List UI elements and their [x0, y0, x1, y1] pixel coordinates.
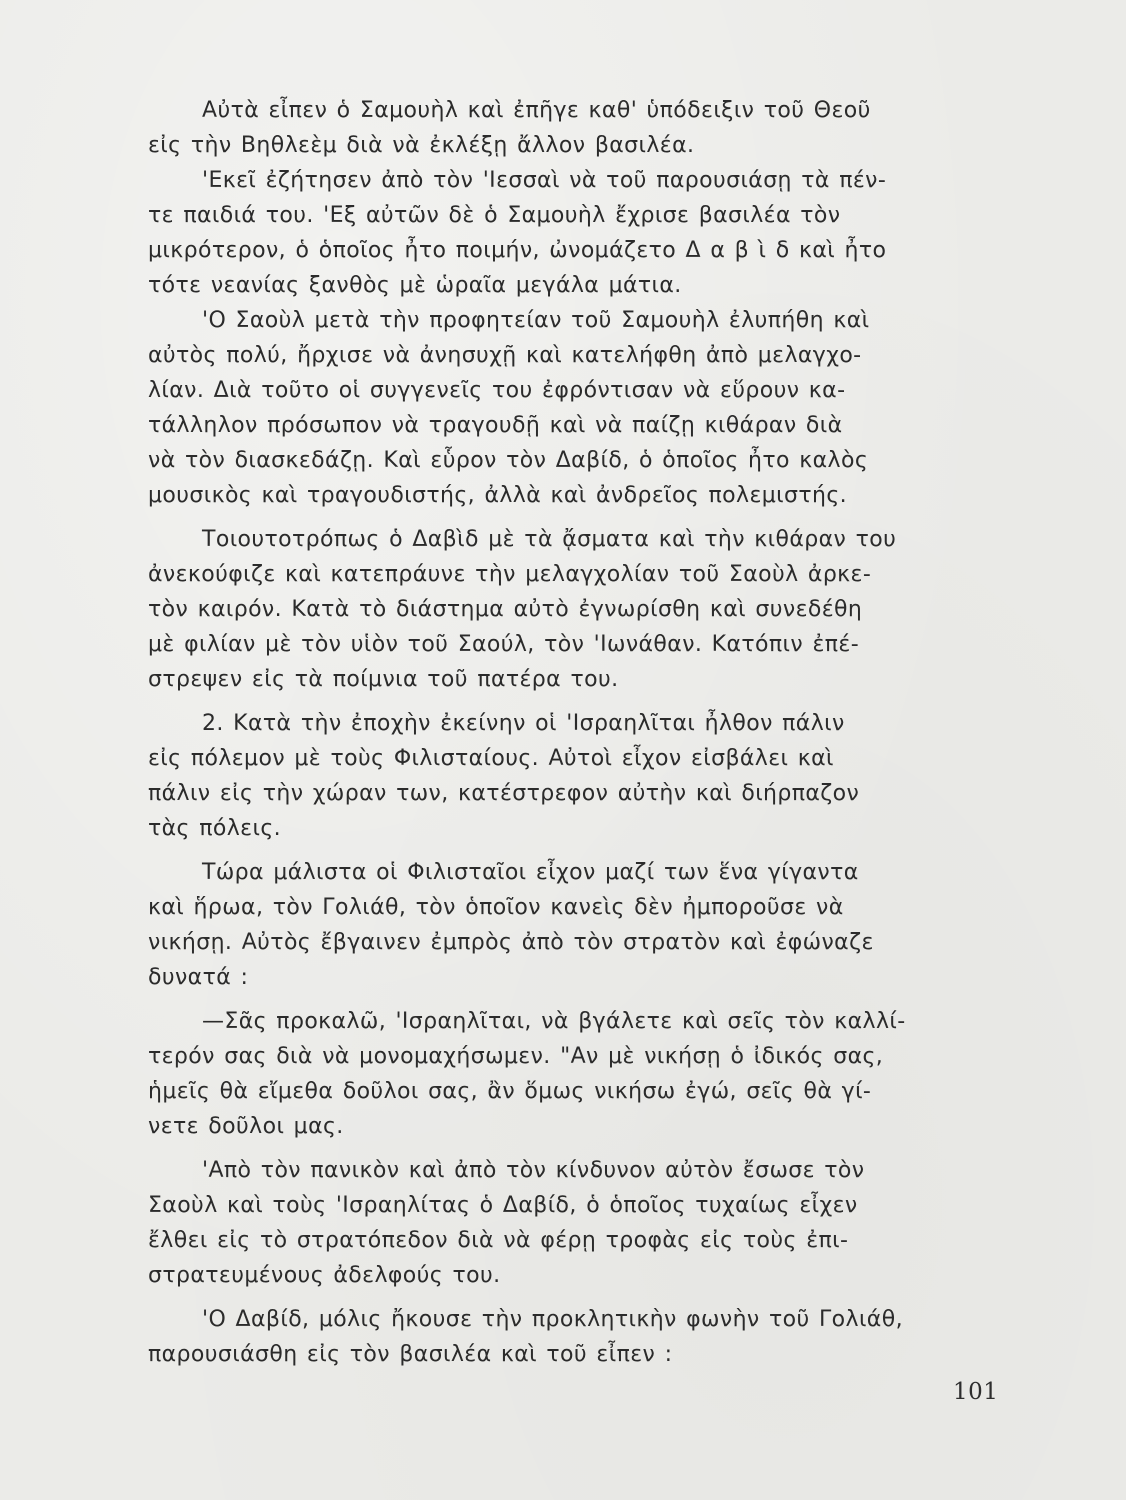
text-line: εἰς τὴν Βηθλεὲμ διὰ νὰ ἐκλέξῃ ἄλλον βασιλέα.	[148, 133, 695, 158]
text-line: 'Ο Δαβίδ, μόλις ἤκουσε τὴν προκλητικὴν φωνὴν τοῦ Γολιάθ,	[202, 1307, 903, 1332]
text-line: Τώρα μάλιστα οἱ Φιλισταῖοι εἶχον μαζί των ἕνα γίγαντα	[202, 860, 859, 885]
text-line: πάλιν εἰς τὴν χώραν των, κατέστρεφον αὐτὴν καὶ διήρπαζον	[148, 781, 860, 806]
text-line: 2. Κατὰ τὴν ἐποχὴν ἐκείνην οἱ 'Ισραηλῖται ἦλθον πάλιν	[202, 711, 845, 736]
text-line: εἰς πόλεμον μὲ τοὺς Φιλισταίους. Αὐτοὶ εἶχον εἰσβάλει καὶ	[148, 746, 834, 771]
text-line: Τοιουτοτρόπως ὁ Δαβὶδ μὲ τὰ ᾄσματα καὶ τὴν κιθάραν του	[202, 527, 897, 552]
text-line: λίαν. Διὰ τοῦτο οἱ συγγενεῖς του ἐφρόντισαν νὰ εὕρουν κα-	[148, 378, 846, 403]
text-line: 'Ο Σαοὺλ μετὰ τὴν προφητείαν τοῦ Σαμουὴλ ἐλυπήθη καὶ	[202, 308, 870, 333]
text-line: ἡμεῖς θὰ εἴμεθα δοῦλοι σας, ἂν ὅμως νικήσω ἐγώ, σεῖς θὰ γί-	[148, 1079, 872, 1104]
text-line: μουσικὸς καὶ τραγουδιστής, ἀλλὰ καὶ ἀνδρεῖος πολεμιστής.	[148, 483, 848, 508]
text-line: τερόν σας διὰ νὰ μονομαχήσωμεν. "Αν μὲ νικήσῃ ὁ ἰδικός σας,	[148, 1044, 884, 1069]
text-line: τὰς πόλεις.	[148, 816, 282, 841]
text-line: νικήσῃ. Αὐτὸς ἔβγαινεν ἐμπρὸς ἀπὸ τὸν στρατὸν καὶ ἐφώναζε	[148, 930, 874, 955]
text-line: τάλληλον πρόσωπον νὰ τραγουδῇ καὶ νὰ παίζῃ κιθάραν διὰ	[148, 413, 843, 438]
text-line: —Σᾶς προκαλῶ, 'Ισραηλῖται, νὰ βγάλετε καὶ σεῖς τὸν καλλί-	[202, 1009, 906, 1034]
text-line: μικρότερον, ὁ ὁποῖος ἦτο ποιμήν, ὠνομάζετο Δ α β ὶ δ καὶ ἦτο	[148, 238, 887, 263]
text-line: 'Εκεῖ ἐζήτησεν ἀπὸ τὸν 'Ιεσσαὶ νὰ τοῦ παρουσιάσῃ τὰ πέν-	[202, 168, 887, 193]
text-line: παρουσιάσθη εἰς τὸν βασιλέα καὶ τοῦ εἶπεν :	[148, 1342, 673, 1367]
text-line: στρεψεν εἰς τὰ ποίμνια τοῦ πατέρα του.	[148, 667, 619, 692]
body-text	[148, 93, 1000, 1372]
text-line: καὶ ἥρωα, τὸν Γολιάθ, τὸν ὁποῖον κανεὶς δὲν ἠμποροῦσε νὰ	[148, 895, 844, 920]
text-line: ἔλθει εἰς τὸ στρατόπεδον διὰ νὰ φέρῃ τροφὰς εἰς τοὺς ἐπι-	[148, 1228, 849, 1253]
text-line: Σαοὺλ καὶ τοὺς 'Ισραηλίτας ὁ Δαβίδ, ὁ ὁποῖος τυχαίως εἶχεν	[148, 1193, 858, 1218]
text-line: τότε νεανίας ξανθὸς μὲ ὡραῖα μεγάλα μάτια.	[148, 273, 682, 298]
text-line: νετε δοῦλοι μας.	[148, 1114, 344, 1139]
page-number: 101	[953, 1379, 999, 1405]
text-line: μὲ φιλίαν μὲ τὸν υἱὸν τοῦ Σαούλ, τὸν 'Ιωνάθαν. Κατόπιν ἐπέ-	[148, 632, 860, 657]
text-line: τε παιδιά του. 'Εξ αὐτῶν δὲ ὁ Σαμουὴλ ἔχρισε βασιλέα τὸν	[148, 203, 841, 228]
text-line: στρατευμένους ἀδελφούς του.	[148, 1263, 501, 1288]
text-line: Αὐτὰ εἶπεν ὁ Σαμουὴλ καὶ ἐπῆγε καθ' ὑπόδειξιν τοῦ Θεοῦ	[202, 98, 871, 123]
text-line: δυνατά :	[148, 965, 249, 990]
text-line: τὸν καιρόν. Κατὰ τὸ διάστημα αὐτὸ ἐγνωρίσθη καὶ συνεδέθη	[148, 597, 863, 622]
text-line: ἀνεκούφιζε καὶ κατεπράυνε τὴν μελαγχολίαν τοῦ Σαοὺλ ἀρκε-	[148, 562, 872, 587]
text-line: νὰ τὸν διασκεδάζῃ. Καὶ εὗρον τὸν Δαβίδ, ὁ ὁποῖος ἦτο καλὸς	[148, 448, 869, 473]
text-line: 'Απὸ τὸν πανικὸν καὶ ἀπὸ τὸν κίνδυνον αὐτὸν ἔσωσε τὸν	[202, 1158, 865, 1183]
text-line: αὐτὸς πολύ, ἤρχισε νὰ ἀνησυχῇ καὶ κατελήφθη ἀπὸ μελαγχο-	[148, 343, 862, 368]
